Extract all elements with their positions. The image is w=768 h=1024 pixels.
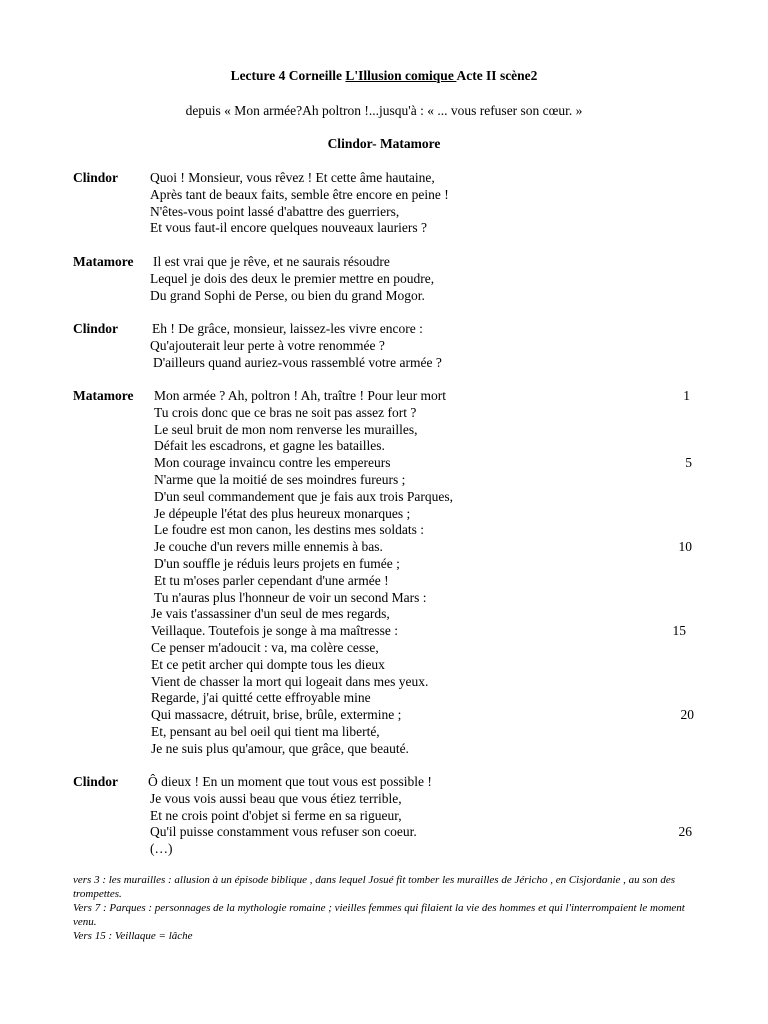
verse-line xyxy=(150,321,439,338)
verse-text: Je dépeuple l'état des plus heureux monarques ; xyxy=(154,505,411,521)
verse-text: Je vous vois aussi beau que vous étiez terrible, xyxy=(150,790,402,806)
verse-text: Du grand Sophi de Perse, ou bien du grand Mogor. xyxy=(150,287,425,303)
speaker-name: Clindor xyxy=(73,774,119,789)
line-number: 26 xyxy=(678,824,692,840)
verse-line xyxy=(150,841,434,858)
verse-line xyxy=(150,455,692,472)
excerpt-range: depuis « Mon armée?Ah poltron !...jusqu'à : « ... vous refuser son cœur. » xyxy=(185,103,583,118)
speaker-name: Clindor xyxy=(73,321,119,336)
verse-line xyxy=(150,606,449,623)
verse-lines xyxy=(150,170,449,237)
verse-line xyxy=(150,707,694,724)
verse-line xyxy=(150,590,449,607)
verse-line xyxy=(150,791,434,808)
verse-text: D'ailleurs quand auriez-vous rassemblé votre armée ? xyxy=(153,354,442,370)
line-number: 15 xyxy=(672,623,686,639)
verse-text: Lequel je dois des deux le premier mettre en poudre, xyxy=(150,270,435,286)
line-number: 5 xyxy=(685,455,692,471)
verse-line xyxy=(150,774,434,791)
verse-lines xyxy=(150,254,434,304)
verse-lines xyxy=(148,774,692,858)
verse-text: D'un souffle je réduis leurs projets en fumée ; xyxy=(154,555,400,571)
verse-line xyxy=(150,187,449,204)
verse-line xyxy=(150,288,434,305)
verse-line xyxy=(150,472,449,489)
footnote: vers 3 : les murailles : allusion à un épisode biblique , dans lequel Josué fit tomber les murailles de Jéricho , en Cisjordanie , au son des trompettes. xyxy=(73,874,676,900)
verse-line xyxy=(150,338,439,355)
speaker-name: Matamore xyxy=(73,388,134,403)
title-suffix: Acte II scène2 xyxy=(456,68,538,83)
verse-text: Le foudre est mon canon, les destins mes soldats : xyxy=(154,522,424,538)
verse-line xyxy=(150,506,449,523)
title-work: L'Illusion comique xyxy=(345,68,457,83)
verse-text: N'êtes-vous point lassé d'abattre des guerriers, xyxy=(150,203,400,219)
verse-text: Ô dieux ! En un moment que tout vous est possible ! xyxy=(148,774,432,789)
verse-text: Ce penser m'adoucit : va, ma colère cesse, xyxy=(151,639,379,655)
verse-text: Mon armée ? Ah, poltron ! Ah, traître ! Pour leur mort xyxy=(154,388,447,403)
verse-text: Qu'il puisse constamment vous refuser son coeur. xyxy=(150,824,417,840)
verse-line xyxy=(150,539,692,556)
footnote: Vers 7 : Parques : personnages de la mythologie romaine ; vieilles femmes qui filaient la vie des hommes et qui l'interrompaient le moment venu. xyxy=(73,902,685,928)
verse-line xyxy=(150,170,449,187)
verse-lines xyxy=(150,321,442,371)
verse-text: Défait les escadrons, et gagne les batailles. xyxy=(154,438,385,454)
footnote: Vers 15 : Veillaque = lâche xyxy=(73,930,193,942)
verse-lines xyxy=(150,388,694,758)
line-number: 10 xyxy=(678,539,692,555)
verse-line xyxy=(150,488,453,506)
verse-text: Eh ! De grâce, monsieur, laissez-les vivre encore : xyxy=(152,321,423,336)
verse-line xyxy=(150,690,449,707)
verse-text: Vient de chasser la mort qui logeait dans mes yeux. xyxy=(151,673,429,689)
speaker-name: Matamore xyxy=(73,254,134,269)
verse-text: Et ce petit archer qui dompte tous les dieux xyxy=(151,656,385,672)
verse-text: N'arme que la moitié de ses moindres fureurs ; xyxy=(154,471,406,487)
verse-line xyxy=(150,824,692,841)
verse-line xyxy=(150,640,449,657)
line-number: 1 xyxy=(683,388,690,403)
verse-line xyxy=(150,220,449,237)
verse-line xyxy=(150,808,434,825)
verse-line xyxy=(150,405,449,422)
verse-text: Qu'ajouterait leur perte à votre renommée ? xyxy=(150,337,385,353)
verse-text: Je vais t'assassiner d'un seul de mes regards, xyxy=(151,606,390,622)
verse-line xyxy=(150,623,686,640)
verse-text: Je ne suis plus qu'amour, que grâce, que beauté. xyxy=(151,740,409,756)
line-number: 20 xyxy=(680,707,694,723)
verse-text: Et vous faut-il encore quelques nouveaux lauriers ? xyxy=(150,220,428,236)
speaker-name: Clindor xyxy=(73,170,119,185)
verse-text: D'un seul commandement que je fais aux trois Parques, xyxy=(154,488,453,504)
verse-line xyxy=(150,556,449,573)
characters-heading: Clindor- Matamore xyxy=(327,136,441,151)
verse-text: Tu n'auras plus l'honneur de voir un second Mars : xyxy=(154,589,427,605)
verse-text: Et, pensant au bel oeil qui tient ma liberté, xyxy=(151,723,380,739)
verse-line xyxy=(150,724,449,741)
verse-line xyxy=(150,254,434,271)
verse-line xyxy=(150,657,449,674)
verse-line xyxy=(150,204,449,221)
verse-text: Et ne crois point d'objet si ferme en sa rigueur, xyxy=(150,807,402,823)
verse-line xyxy=(150,522,449,539)
verse-line xyxy=(150,573,449,590)
verse-text: Le seul bruit de mon nom renverse les murailles, xyxy=(154,421,418,437)
title-prefix: Lecture 4 Corneille xyxy=(230,68,346,83)
verse-text: Regarde, j'ai quitté cette effroyable mine xyxy=(151,690,371,706)
verse-line xyxy=(150,422,449,439)
verse-line xyxy=(150,438,449,455)
verse-line xyxy=(150,354,442,372)
verse-text: Après tant de beaux faits, semble être encore en peine ! xyxy=(150,186,449,202)
footnotes xyxy=(73,873,693,943)
verse-text: Je couche d'un revers mille ennemis à bas. xyxy=(154,539,383,555)
verse-text: (…) xyxy=(150,841,173,857)
verse-text: Veillaque. Toutefois je songe à ma maîtresse : xyxy=(151,623,398,639)
verse-text: Quoi ! Monsieur, vous rêvez ! Et cette âme hautaine, xyxy=(150,170,435,185)
verse-text: Mon courage invaincu contre les empereurs xyxy=(154,455,391,471)
verse-line xyxy=(150,674,449,691)
verse-text: Et tu m'oses parler cependant d'une armée ! xyxy=(154,572,389,588)
verse-line xyxy=(150,388,690,405)
verse-line xyxy=(150,741,449,758)
verse-line xyxy=(150,271,434,288)
verse-text: Il est vrai que je rêve, et ne saurais résoudre xyxy=(153,254,390,269)
verse-text: Tu crois donc que ce bras ne soit pas assez fort ? xyxy=(154,404,417,420)
document-title xyxy=(0,68,768,84)
verse-text: Qui massacre, détruit, brise, brûle, extermine ; xyxy=(151,707,402,723)
